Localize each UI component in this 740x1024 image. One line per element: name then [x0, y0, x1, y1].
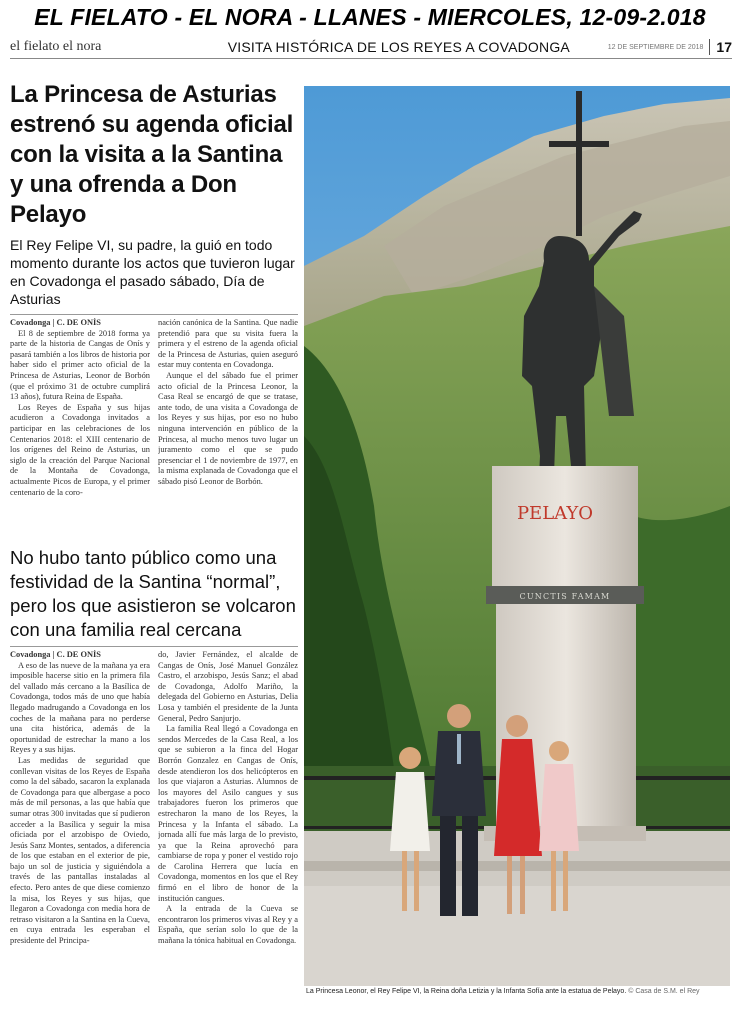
photo-credit: © Casa de S.M. el Rey [628, 988, 700, 995]
paragraph: nación canónica de la Santina. Que nadie pretendió para que su visita fuera la primera y el estreno de la agenda oficial de la Princesa de Asturias, quien aseguró estar muy contenta en Covadonga. [158, 318, 298, 370]
pedestal-band-text: CUNCTIS FAMAM [519, 592, 611, 601]
main-headline: La Princesa de Asturias estrenó su agenda oficial con la visita a la Santina y una ofrenda a Don Pelayo [10, 81, 294, 228]
photo-caption [306, 988, 732, 995]
paragraph: La familia Real llegó a Covadonga en sendos Mercedes de la Casa Real, a los que se subieron a la finca del Hogar Borrón Gonzalez en Cangas de Onís, desde atendieron los dos helicópteros en los que viajaron a Asturias. Alumnos de los mayores del Asilo cangues y sus trabajadores fueron los primeros que estrecharon la mano de los Reyes, la Princesa y la Infanta el sábado. La jornada allí fue más larga de lo previsto, ya que la Reina aprovechó para cambiarse de ropa y poner el vestido rojo de Carolina Herrera que lucía en Covadonga, momentos en los que el Rey firmó en el libro de honor de la institución cangues. [158, 724, 298, 903]
newspaper-logo: el fielato el nora [10, 39, 102, 54]
byline: Covadonga | C. DE ONÍS [10, 318, 101, 327]
newspaper-banner: EL FIELATO - EL NORA - LLANES - MIERCOLES, 12-09-2.018 [34, 4, 706, 30]
pedestal-inscription: PELAYO [516, 503, 594, 524]
article2-col2 [158, 650, 298, 1010]
photo-illustration [304, 86, 730, 986]
paragraph: Las medidas de seguridad que conllevan visitas de los Reyes de España como la del sábado, sacaron la explanada de Covadonga para que albergase a poco más de mil personas, a las que había que sumar otras 300 invitadas que sí pudieron acceder a la Basílica y seguir la misa oficiada por el arzobispo de Oviedo, Jesús Sanz Montes, sentados, a diferencia de los que estaban en el exterior de pie, bajo un sol de justicia y siguiéndola a través de las pantallas instaladas al efecto. Pero antes de que diese comienzo la misa, los Reyes y sus hijas, que llegaron a Covadonga con media hora de retraso visitaron a la Santina en la Cueva, en cuya entrada les esperaban el presidente del Principa- [10, 755, 150, 946]
page-number: 17 [709, 39, 732, 55]
article2-body [10, 646, 298, 1010]
caption-text: La Princesa Leonor, el Rey Felipe VI, la Reina doña Letizia y la Infanta Sofía ante la estatua de Pelayo. [306, 988, 627, 995]
article1-col2 [158, 318, 298, 540]
paragraph: A la entrada de la Cueva se encontraron los primeros vivas al Rey y a España, que serían solo lo que de la mañana la tónica habitual en Covadonga. [158, 904, 298, 946]
paragraph: El 8 de septiembre de 2018 forma ya parte de la historia de Cangas de Onís y pasará también a los libros de historia por haber sido el primer acto oficial de la Princesa de Asturias, Leonor de Borbón (que el próximo 31 de octubre cumplirá 13 años), futura Reina de España. [10, 328, 150, 402]
page-header [10, 36, 732, 59]
lead-paragraph: El Rey Felipe VI, su padre, la guió en todo momento durante los actos que tuvieron lugar en Covadonga el pasado sábado, Día de Asturias [10, 237, 295, 307]
article2-col1 [10, 650, 150, 1010]
pelayo-statue-photo [304, 86, 730, 986]
paragraph: Aunque el del sábado fue el primer acto oficial de la Princesa Leonor, la Casa Real se encargó de que se tratase, ante todo, de una visita a Covadonga de los Reyes y sus hijas, por eso no hubo ninguna intervención en público de la Princesa, al mucho menos tuvo lugar un juramento como el que se pudo presenciar el 1 de noviembre de 1977, en la misma explanada de Covadonga que el sábado pisó Leonor de Borbón. [158, 370, 298, 486]
header-date: 12 DE SEPTIEMBRE DE 2018 [607, 43, 704, 51]
article1-body [10, 314, 298, 540]
second-headline: No hubo tanto público como una festividad de la Santina “normal”, pero los que asistieron se volcaron con una familia real cercana [10, 547, 296, 640]
paragraph: A eso de las nueve de la mañana ya era imposible hacerse sitio en la primera fila del vallado más cercano a la Basílica de Covadonga, todos más de uno que había llegado madrugando a Covadonga en los coches de la mañana para no perderse una cita histórica, además de la oportunidad de estrechar la mano a los Reyes y a sus hijas. [10, 660, 150, 755]
text-column [10, 80, 298, 1010]
byline: Covadonga | C. DE ONÍS [10, 650, 101, 659]
trees-right [634, 506, 730, 766]
article1-col1 [10, 318, 150, 540]
section-title: VISITA HISTÓRICA DE LOS REYES A COVADONGA [227, 39, 570, 55]
paragraph: Los Reyes de España y sus hijas acudieron a Covadonga invitados a participar en las celebraciones de los Centenarios 2018: el XIII centenario de los orígenes del Reino de Asturias, un siglo de la creación del Parque Nacional de la Montaña de Covadonga, actualmente Picos de Europa, y el primer centenario de la coro- [10, 402, 150, 497]
paragraph: do, Javier Fernández, el alcalde de Cangas de Onís, José Manuel González Castro, el arzobispo, Jesús Sanz; el abad de Covadonga, Adolfo Mariño, la delegada del Gobierno en Asturias, Delia Losa y también el presidente de la Junta General, Pedro Sanjurjo. [158, 650, 298, 723]
